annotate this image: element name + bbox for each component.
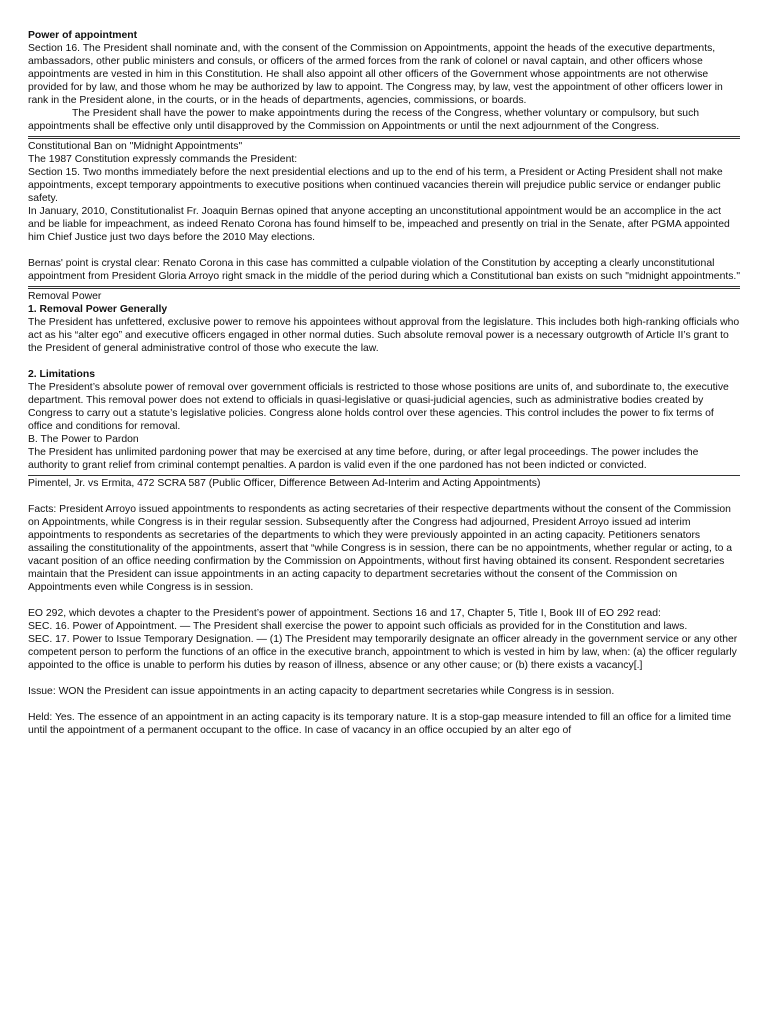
paragraph: Issue: WON the President can issue appointments in an acting capacity to department secretaries while Congress is in session. [28,686,615,697]
spacer [28,594,740,607]
subheading: 2. Limitations [28,369,95,380]
paragraph: Section 16. The President shall nominate and, with the consent of the Commission on Appointments, appoint the heads of the executive departments, ambassadors, other public ministers and consuls, or officers of the armed forces from the rank of colonel or naval captain, and other officers whose appointments are vested in him in this Constitution. He shall also appoint all other officers of the Government whose appointments are not otherwise provided for by law, and those whom he may be authorized by law to appoint. The Congress may, by law, vest the appointment of other officers lower in rank in the President alone, in the courts, or in the heads of departments, agencies, commissions, or boards. [28,43,723,106]
section-power-of-appointment [28,28,740,136]
subheading: B. The Power to Pardon [28,434,139,445]
paragraph: The President has unfettered, exclusive power to remove his appointees without approval from the legislature. This includes both high-ranking officials who act as his “alter ego” and executive officers engaged in other normal duties. Such absolute removal power is a necessary outgrowth of Article II’s grant to the President of general administrative control of those who execute the law. [28,317,740,354]
case-title: Pimentel, Jr. vs Ermita, 472 SCRA 587 (Public Officer, Difference Between Ad-Interim and Acting Appointments) [28,478,541,489]
paragraph: Section 15. Two months immediately before the next presidential elections and up to the end of his term, a President or Acting President shall not make appointments, except temporary appointments to executive positions when continued vacancies therein will prejudice public service or endanger public safety. [28,167,723,204]
paragraph: The President shall have the power to make appointments during the recess of the Congress, whether voluntary or compulsory, but such appointments shall be effective only until disapproved by the Commission on Appointments or until the next adjournment of the Congress. [28,108,700,132]
paragraph: Bernas' point is crystal clear: Renato Corona in this case has committed a culpable violation of the Constitution by accepting a clearly unconstitutional appointment from President Gloria Arroyo right smack in the middle of the period during which a Constitutional ban exists on such "midnight appointments." [28,258,741,282]
section-midnight-appointments [28,139,740,286]
spacer [28,672,740,685]
spacer [28,244,740,257]
spacer [28,490,740,503]
paragraph: Facts: President Arroyo issued appointments to respondents as acting secretaries of their respective departments without the consent of the Commission on Appointments, while Congress is in their regular session. Subsequently after the Congress had adjourned, President Arroyo issued ad interim appointments to respondents as secretaries of the departments to which they were previously appointed in an acting capacity. Petitioners senators assailing the constitutionality of the appointments, assert that “while Congress is in session, there can be no appointments, whether regular or acting, to a vacant position of an office needing confirmation by the Commission on Appointments, without first having obtained its consent. Respondent secretaries maintain that the President can issue appointments in an acting capacity to department secretaries without the consent of the Commission on Appointments even while Congress is in session. [28,504,733,593]
paragraph: The 1987 Constitution expressly commands the President: [28,154,298,165]
subheading: 1. Removal Power Generally [28,304,168,315]
paragraph: In January, 2010, Constitutionalist Fr. Joaquin Bernas opined that anyone accepting an unconstitutional appointment would be an accomplice in the act and be liable for impeachment, as indeed Renato Corona has found himself to be, impeached and presently on trial in the Senate, after PGMA appointed him Chief Justice just two days before the 2010 May elections. [28,206,730,243]
section-removal-power [28,289,740,475]
paragraph: Held: Yes. The essence of an appointment in an acting capacity is its temporary nature. It is a stop-gap measure intended to fill an office for a limited time until the appointment of a permanent occupant to the office. In case of vacancy in an office occupied by an alter ego of [28,712,732,736]
paragraph: The President has unlimited pardoning power that may be exercised at any time before, during, or after legal proceedings. The power includes the authority to grant relief from criminal contempt penalties. A pardon is valid even if the one pardoned has not been indicted or convicted. [28,447,699,471]
section-title: Power of appointment [28,30,138,41]
spacer [28,355,740,368]
section-title: Constitutional Ban on "Midnight Appointments" [28,141,243,152]
section-title: Removal Power [28,291,102,302]
paragraph: SEC. 16. Power of Appointment. — The President shall exercise the power to appoint such officials as provided for in the Constitution and laws. [28,621,688,632]
spacer [28,698,740,711]
paragraph: The President’s absolute power of removal over government officials is restricted to those whose positions are units of, and subordinate to, the executive department. This removal power does not extend to officials in quasi-legislative or quasi-judicial agencies, such as administrative bodies created by Congress to carry out a statute’s legislative policies. Congress alone holds control over these agencies. This control includes the power to fix terms of office and conditions for removal. [28,382,729,432]
paragraph: EO 292, which devotes a chapter to the President’s power of appointment. Sections 16 and 17, Chapter 5, Title I, Book III of EO 292 read: [28,608,661,619]
paragraph: SEC. 17. Power to Issue Temporary Designation. — (1) The President may temporarily designate an officer already in the government service or any other competent person to perform the functions of an office in the executive branch, appointment to which is vested in him by law, when: (a) the officer regularly appointed to the office is unable to perform his duties by reason of illness, absence or any other cause; or (b) there exists a vacancy[.] [28,634,738,671]
section-pimentel-case [28,476,740,740]
